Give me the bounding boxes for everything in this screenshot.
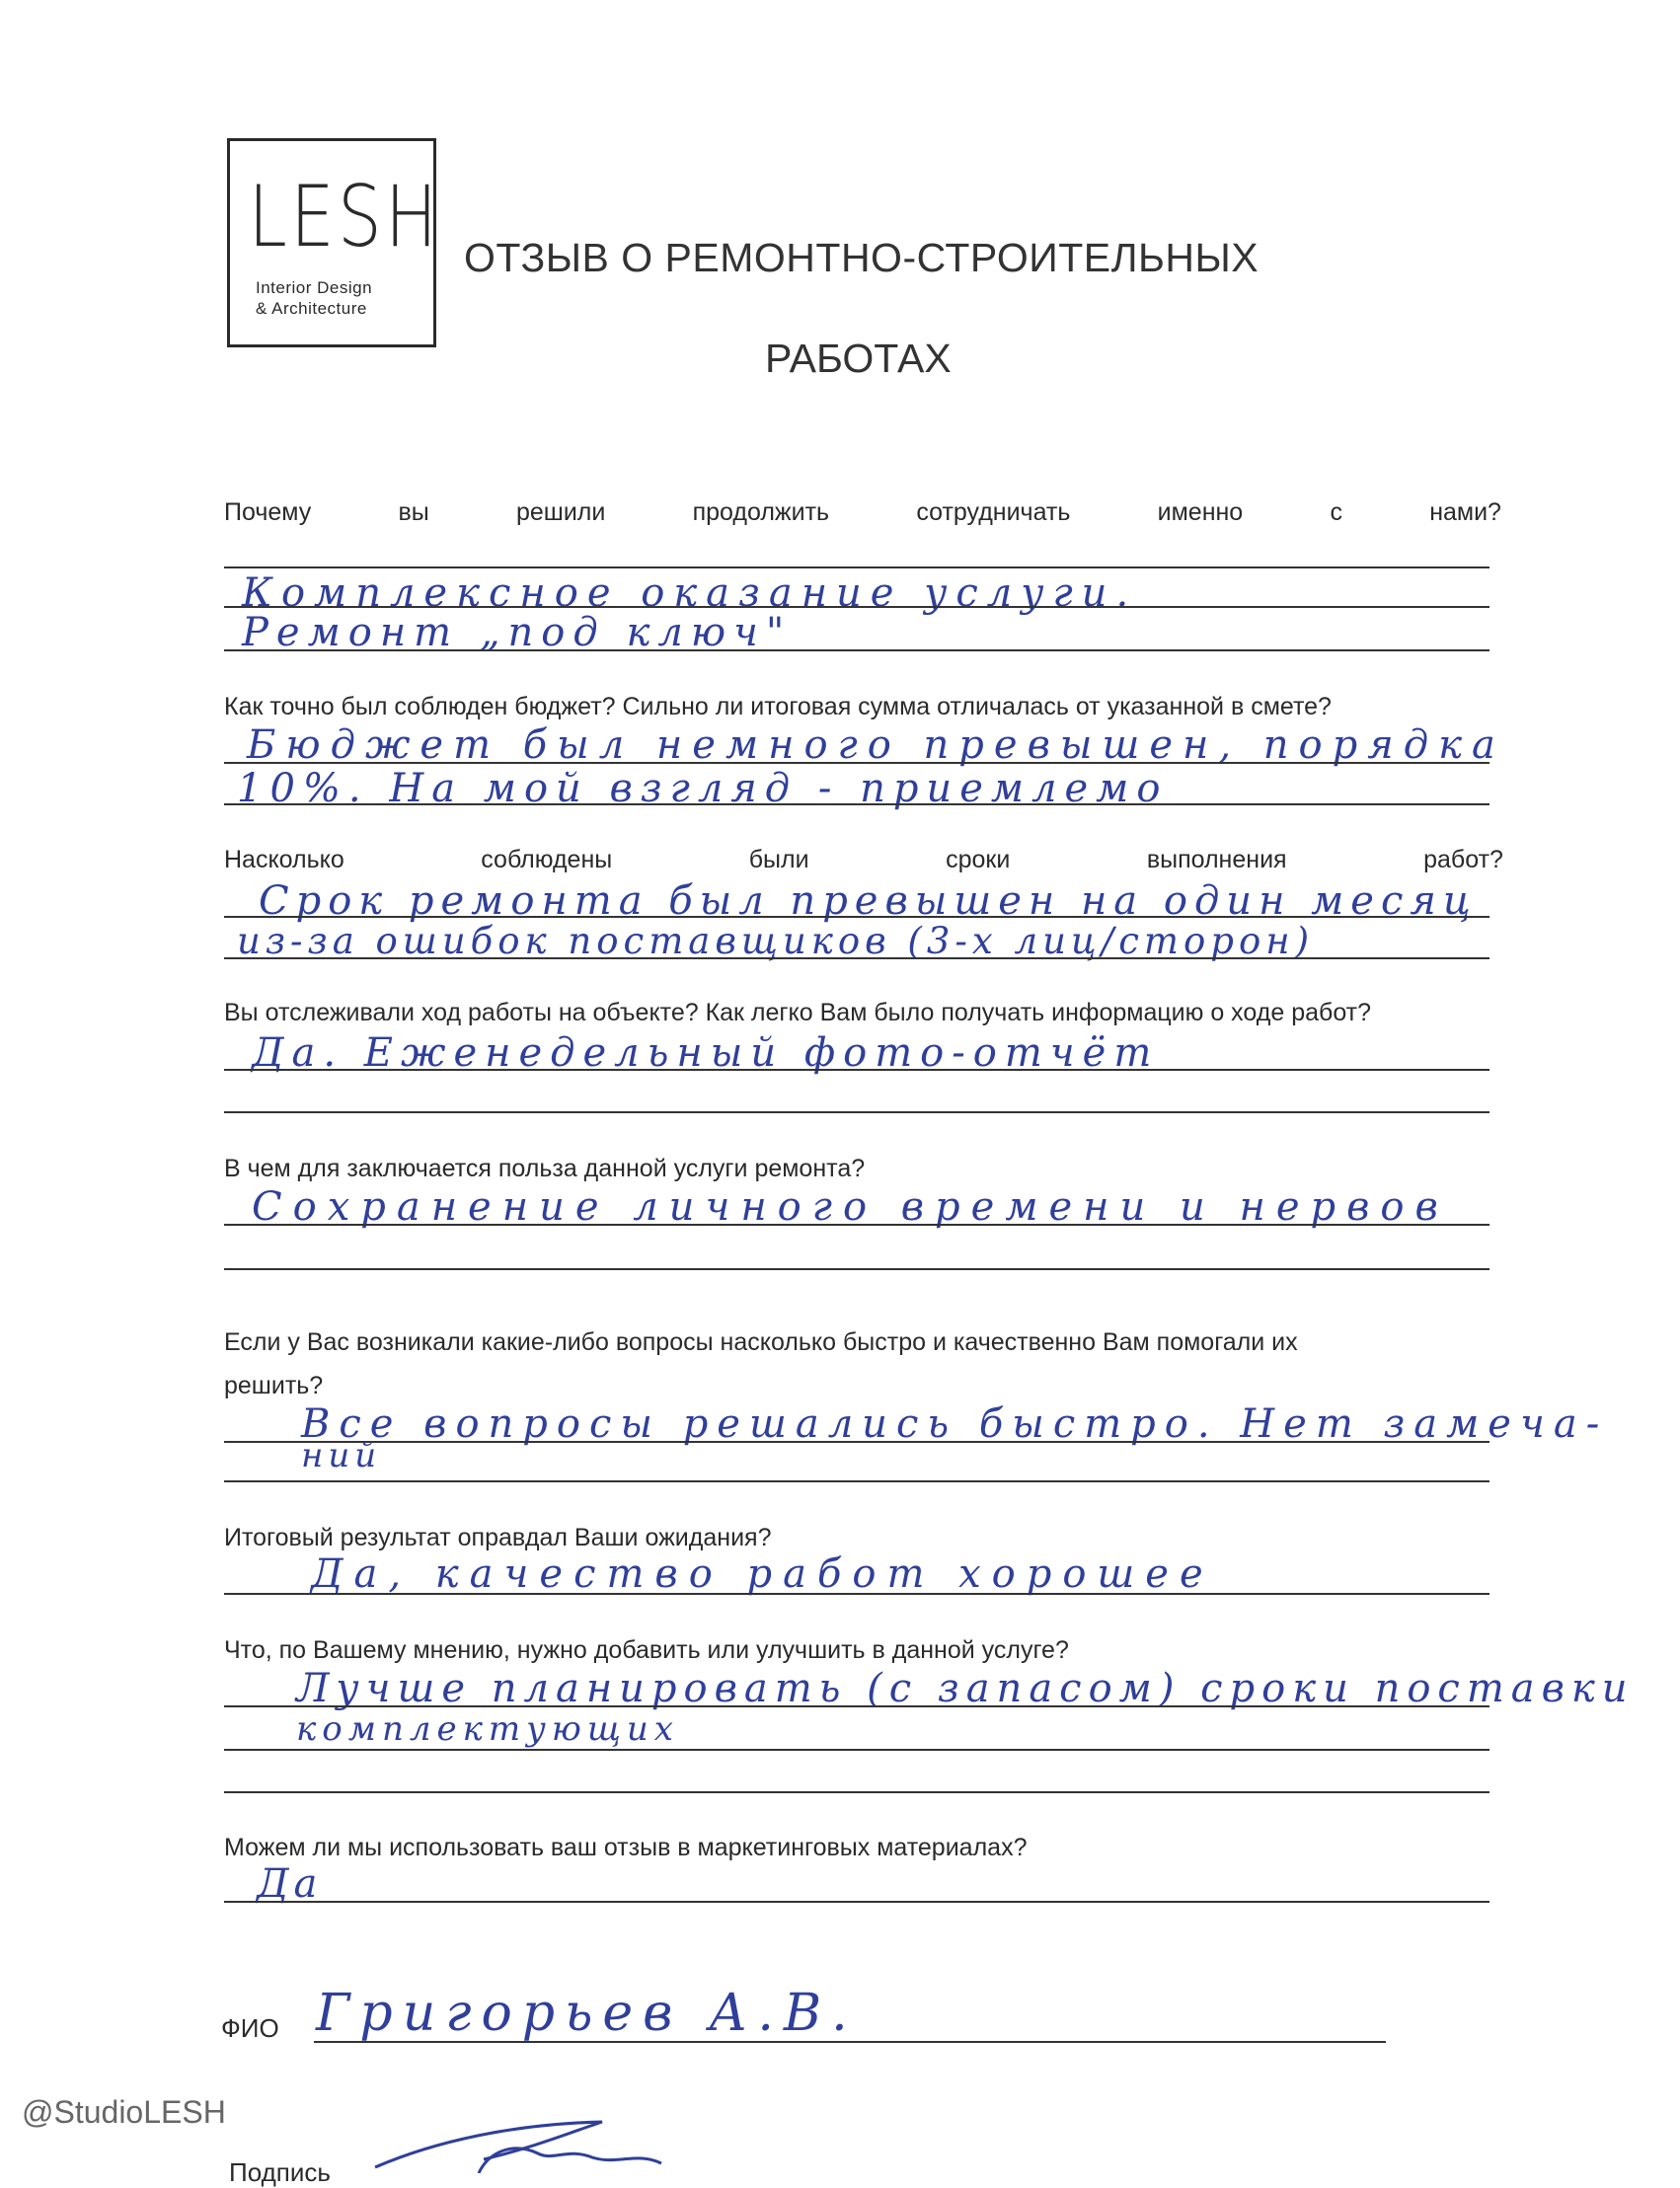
question-2: Как точно был соблюден бюджет? Сильно ли итоговая сумма отличалась от указанной в смете?	[224, 693, 1332, 720]
answer-line	[224, 649, 1489, 651]
answer-line	[224, 762, 1489, 764]
question-word: были	[748, 846, 809, 873]
watermark: @StudioLESH	[22, 2094, 226, 2130]
answer-line	[224, 1791, 1489, 1793]
question-word: Почему	[224, 498, 312, 526]
question-word: именно	[1157, 498, 1244, 526]
question-word: выполнения	[1146, 846, 1287, 873]
question-word: вы	[398, 498, 429, 526]
answer-line	[224, 1901, 1489, 1903]
answer-6-line-2: ний	[301, 1436, 382, 1475]
logo-subtitle-line1: Interior Design	[256, 278, 373, 297]
answer-2-line-1: Бюджет был немного превышен, порядка	[247, 722, 1505, 768]
question-7: Итоговый результат оправдал Ваши ожидания?	[224, 1524, 772, 1551]
question-word: сотрудничать	[916, 498, 1071, 526]
answer-8-line-1: Лучше планировать (с запасом) сроки поставки	[296, 1666, 1635, 1711]
question-1	[224, 498, 1501, 527]
question-4: Вы отслеживали ход работы на объекте? Как легко Вам было получать информацию о ходе работ?	[224, 999, 1372, 1026]
answer-line	[224, 1111, 1489, 1113]
answer-line	[224, 1593, 1489, 1595]
document-title-line2: РАБОТАХ	[765, 336, 952, 381]
answer-line	[224, 1441, 1489, 1443]
answer-line	[224, 1268, 1489, 1270]
answer-line	[224, 1480, 1489, 1482]
fio-value: Григорьев А.В.	[316, 1984, 858, 2043]
question-6-continued: решить?	[224, 1372, 324, 1399]
answer-line	[224, 1069, 1489, 1071]
answer-3-line-2: из-за ошибок поставщиков (3-х лиц/сторон)	[237, 920, 1315, 962]
question-8: Что, по Вашему мнению, нужно добавить или улучшить в данной услуге?	[224, 1636, 1069, 1664]
answer-line	[224, 606, 1489, 608]
answer-3-line-1: Срок ремонта был превышен на один месяц	[259, 878, 1478, 924]
answer-5-line-1: Сохранение личного времени и нервов	[252, 1184, 1449, 1230]
question-word: решили	[515, 498, 606, 526]
answer-6-line-1: Все вопросы решались быстро. Нет замеча-	[301, 1401, 1609, 1447]
question-word: Насколько	[224, 846, 344, 873]
answer-2-line-2: 10%. На мой взгляд - приемлемо	[237, 766, 1169, 811]
logo-text: LESH	[248, 168, 441, 266]
answer-line	[224, 916, 1489, 918]
logo-subtitle	[256, 277, 372, 319]
document-title-line1: ОТЗЫВ О РЕМОНТНО-СТРОИТЕЛЬНЫХ	[464, 235, 1260, 280]
answer-line	[224, 1705, 1489, 1707]
answer-4-line-1: Да. Еженедельный фото-отчёт	[252, 1030, 1160, 1076]
fio-label: ФИО	[221, 2013, 279, 2043]
fio-line	[314, 2041, 1386, 2043]
answer-8-line-2: комплектующих	[296, 1709, 679, 1749]
answer-1-line-1: Комплексное оказание услуги.	[242, 570, 1138, 616]
logo-subtitle-line2: & Architecture	[256, 299, 367, 318]
question-word: работ?	[1423, 846, 1503, 873]
answer-1-line-2: Ремонт „под ключ"	[242, 610, 793, 655]
company-logo	[227, 138, 441, 347]
answer-7-line-1: Да, качество работ хорошее	[311, 1551, 1214, 1597]
question-9: Можем ли мы использовать ваш отзыв в маркетинговых материалах?	[224, 1834, 1028, 1861]
question-word: продолжить	[692, 498, 830, 526]
answer-line	[224, 1224, 1489, 1226]
question-6: Если у Вас возникали какие-либо вопросы насколько быстро и качественно Вам помогали их	[224, 1328, 1298, 1356]
answer-9-line-1: Да	[257, 1861, 323, 1907]
answer-line	[224, 957, 1489, 959]
question-word: нами?	[1429, 498, 1501, 526]
answer-line	[224, 566, 1489, 568]
signature-label: Подпись	[229, 2157, 331, 2187]
answer-line	[224, 803, 1489, 805]
question-word: с	[1330, 498, 1342, 526]
question-5: В чем для заключается польза данной услуги ремонта?	[224, 1155, 866, 1182]
question-word: соблюдены	[481, 846, 613, 873]
question-3	[224, 846, 1503, 874]
signature-scribble	[365, 2102, 681, 2173]
question-word: сроки	[946, 846, 1011, 873]
answer-line	[224, 1749, 1489, 1751]
